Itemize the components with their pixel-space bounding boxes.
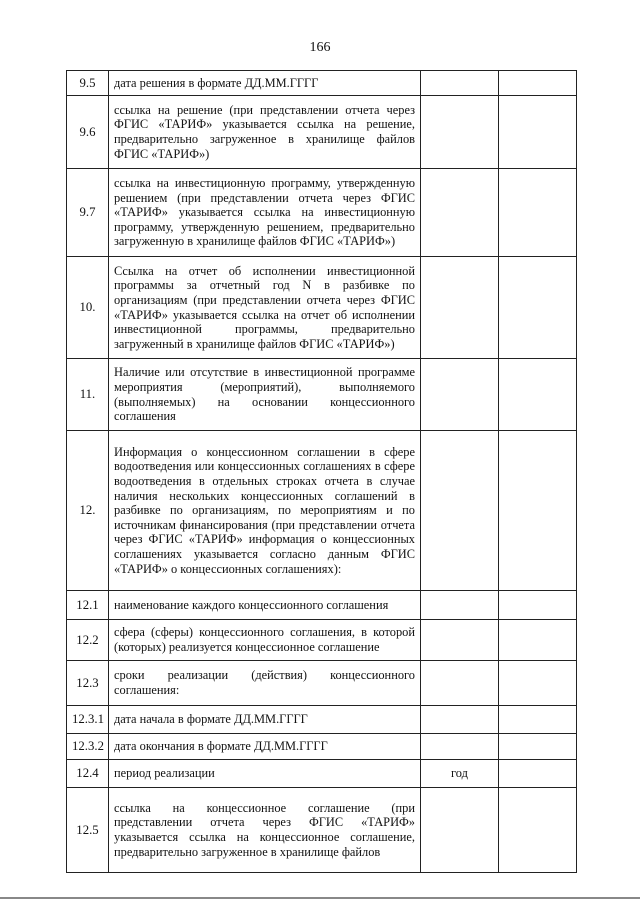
row-number: 9.7 — [67, 169, 109, 257]
row-value — [499, 169, 577, 257]
row-number: 12.3 — [67, 661, 109, 706]
table-row-12-3-2 — [67, 734, 577, 760]
row-unit — [421, 706, 499, 734]
row-unit — [421, 661, 499, 706]
row-number: 12. — [67, 431, 109, 591]
row-description: Наличие или отсутствие в инвестиционной программе мероприятия (мероприятий), выполняемого (выполняемых) на основании концессионного соглашения — [109, 359, 421, 431]
row-value — [499, 661, 577, 706]
row-value — [499, 431, 577, 591]
row-description: сфера (сферы) концессионного соглашения, в которой (которых) реализуется концессионное соглашение — [109, 620, 421, 661]
row-number: 9.5 — [67, 71, 109, 96]
row-description: сроки реализации (действия) концессионного соглашения: — [109, 661, 421, 706]
page-bottom-edge — [0, 897, 640, 899]
page-number: 166 — [309, 40, 331, 55]
table-row-12-2 — [67, 620, 577, 661]
row-value — [499, 257, 577, 359]
row-number: 12.1 — [67, 591, 109, 620]
table-row-9-6 — [67, 96, 577, 169]
row-unit — [421, 96, 499, 169]
table-row-10 — [67, 257, 577, 359]
row-unit — [421, 257, 499, 359]
row-description: наименование каждого концессионного соглашения — [109, 591, 421, 620]
row-number: 11. — [67, 359, 109, 431]
row-description: ссылка на концессионное соглашение (при представлении отчета через ФГИС «ТАРИФ» указывается ссылка на концессионное соглашение, предварительно загруженное в хранилище файлов — [109, 788, 421, 873]
row-number: 12.3.2 — [67, 734, 109, 760]
row-value — [499, 734, 577, 760]
table-row-9-5 — [67, 71, 577, 96]
row-value — [499, 706, 577, 734]
row-value — [499, 760, 577, 788]
table-row-12-5 — [67, 788, 577, 873]
row-value — [499, 359, 577, 431]
table-row-12 — [67, 431, 577, 591]
row-unit — [421, 591, 499, 620]
row-number: 12.5 — [67, 788, 109, 873]
row-number: 12.3.1 — [67, 706, 109, 734]
row-unit — [421, 71, 499, 96]
row-description: дата решения в формате ДД.ММ.ГГГГ — [109, 71, 421, 96]
row-number: 12.4 — [67, 760, 109, 788]
report-table — [66, 70, 577, 873]
row-description: дата окончания в формате ДД.ММ.ГГГГ — [109, 734, 421, 760]
row-description: Информация о концессионном соглашении в сфере водоотведения или концессионных соглашениях в сфере водоотведения в отдельных строках отчета в случае наличия нескольких концессионных соглашений в разбивке по организациям, по мероприятиям и по источникам финансирования (при представлении отчета через ФГИС «ТАРИФ» информация о концессионных соглашениях указывается согласно данным ФГИС «ТАРИФ» о концессионных соглашениях): — [109, 431, 421, 591]
row-value — [499, 96, 577, 169]
row-unit — [421, 620, 499, 661]
row-unit — [421, 169, 499, 257]
row-number: 12.2 — [67, 620, 109, 661]
row-description: ссылка на инвестиционную программу, утвержденную решением (при представлении отчета через ФГИС «ТАРИФ» указывается ссылка на инвестиционную программу, утвержденную решением, предварительно загруженную в хранилище файлов ФГИС «ТАРИФ») — [109, 169, 421, 257]
table-row-9-7 — [67, 169, 577, 257]
row-unit — [421, 431, 499, 591]
row-value — [499, 620, 577, 661]
row-unit — [421, 734, 499, 760]
table-row-12-3 — [67, 661, 577, 706]
row-description: Ссылка на отчет об исполнении инвестиционной программы за отчетный год N в разбивке по организациям (при представлении отчета через ФГИС «ТАРИФ» указывается ссылка на отчет об исполнении инвестиционной программы, предварительно загруженный в хранилище файлов ФГИС «ТАРИФ») — [109, 257, 421, 359]
row-unit — [421, 359, 499, 431]
row-description: дата начала в формате ДД.ММ.ГГГГ — [109, 706, 421, 734]
row-number: 9.6 — [67, 96, 109, 169]
row-description: ссылка на решение (при представлении отчета через ФГИС «ТАРИФ» указывается ссылка на решение, предварительно загруженное в хранилище файлов ФГИС «ТАРИФ») — [109, 96, 421, 169]
row-value — [499, 788, 577, 873]
row-unit — [421, 788, 499, 873]
table-row-11 — [67, 359, 577, 431]
table-row-12-4 — [67, 760, 577, 788]
row-description: период реализации — [109, 760, 421, 788]
row-number: 10. — [67, 257, 109, 359]
table-row-12-3-1 — [67, 706, 577, 734]
row-value — [499, 71, 577, 96]
table-row-12-1 — [67, 591, 577, 620]
row-value — [499, 591, 577, 620]
row-unit: год — [421, 760, 499, 788]
